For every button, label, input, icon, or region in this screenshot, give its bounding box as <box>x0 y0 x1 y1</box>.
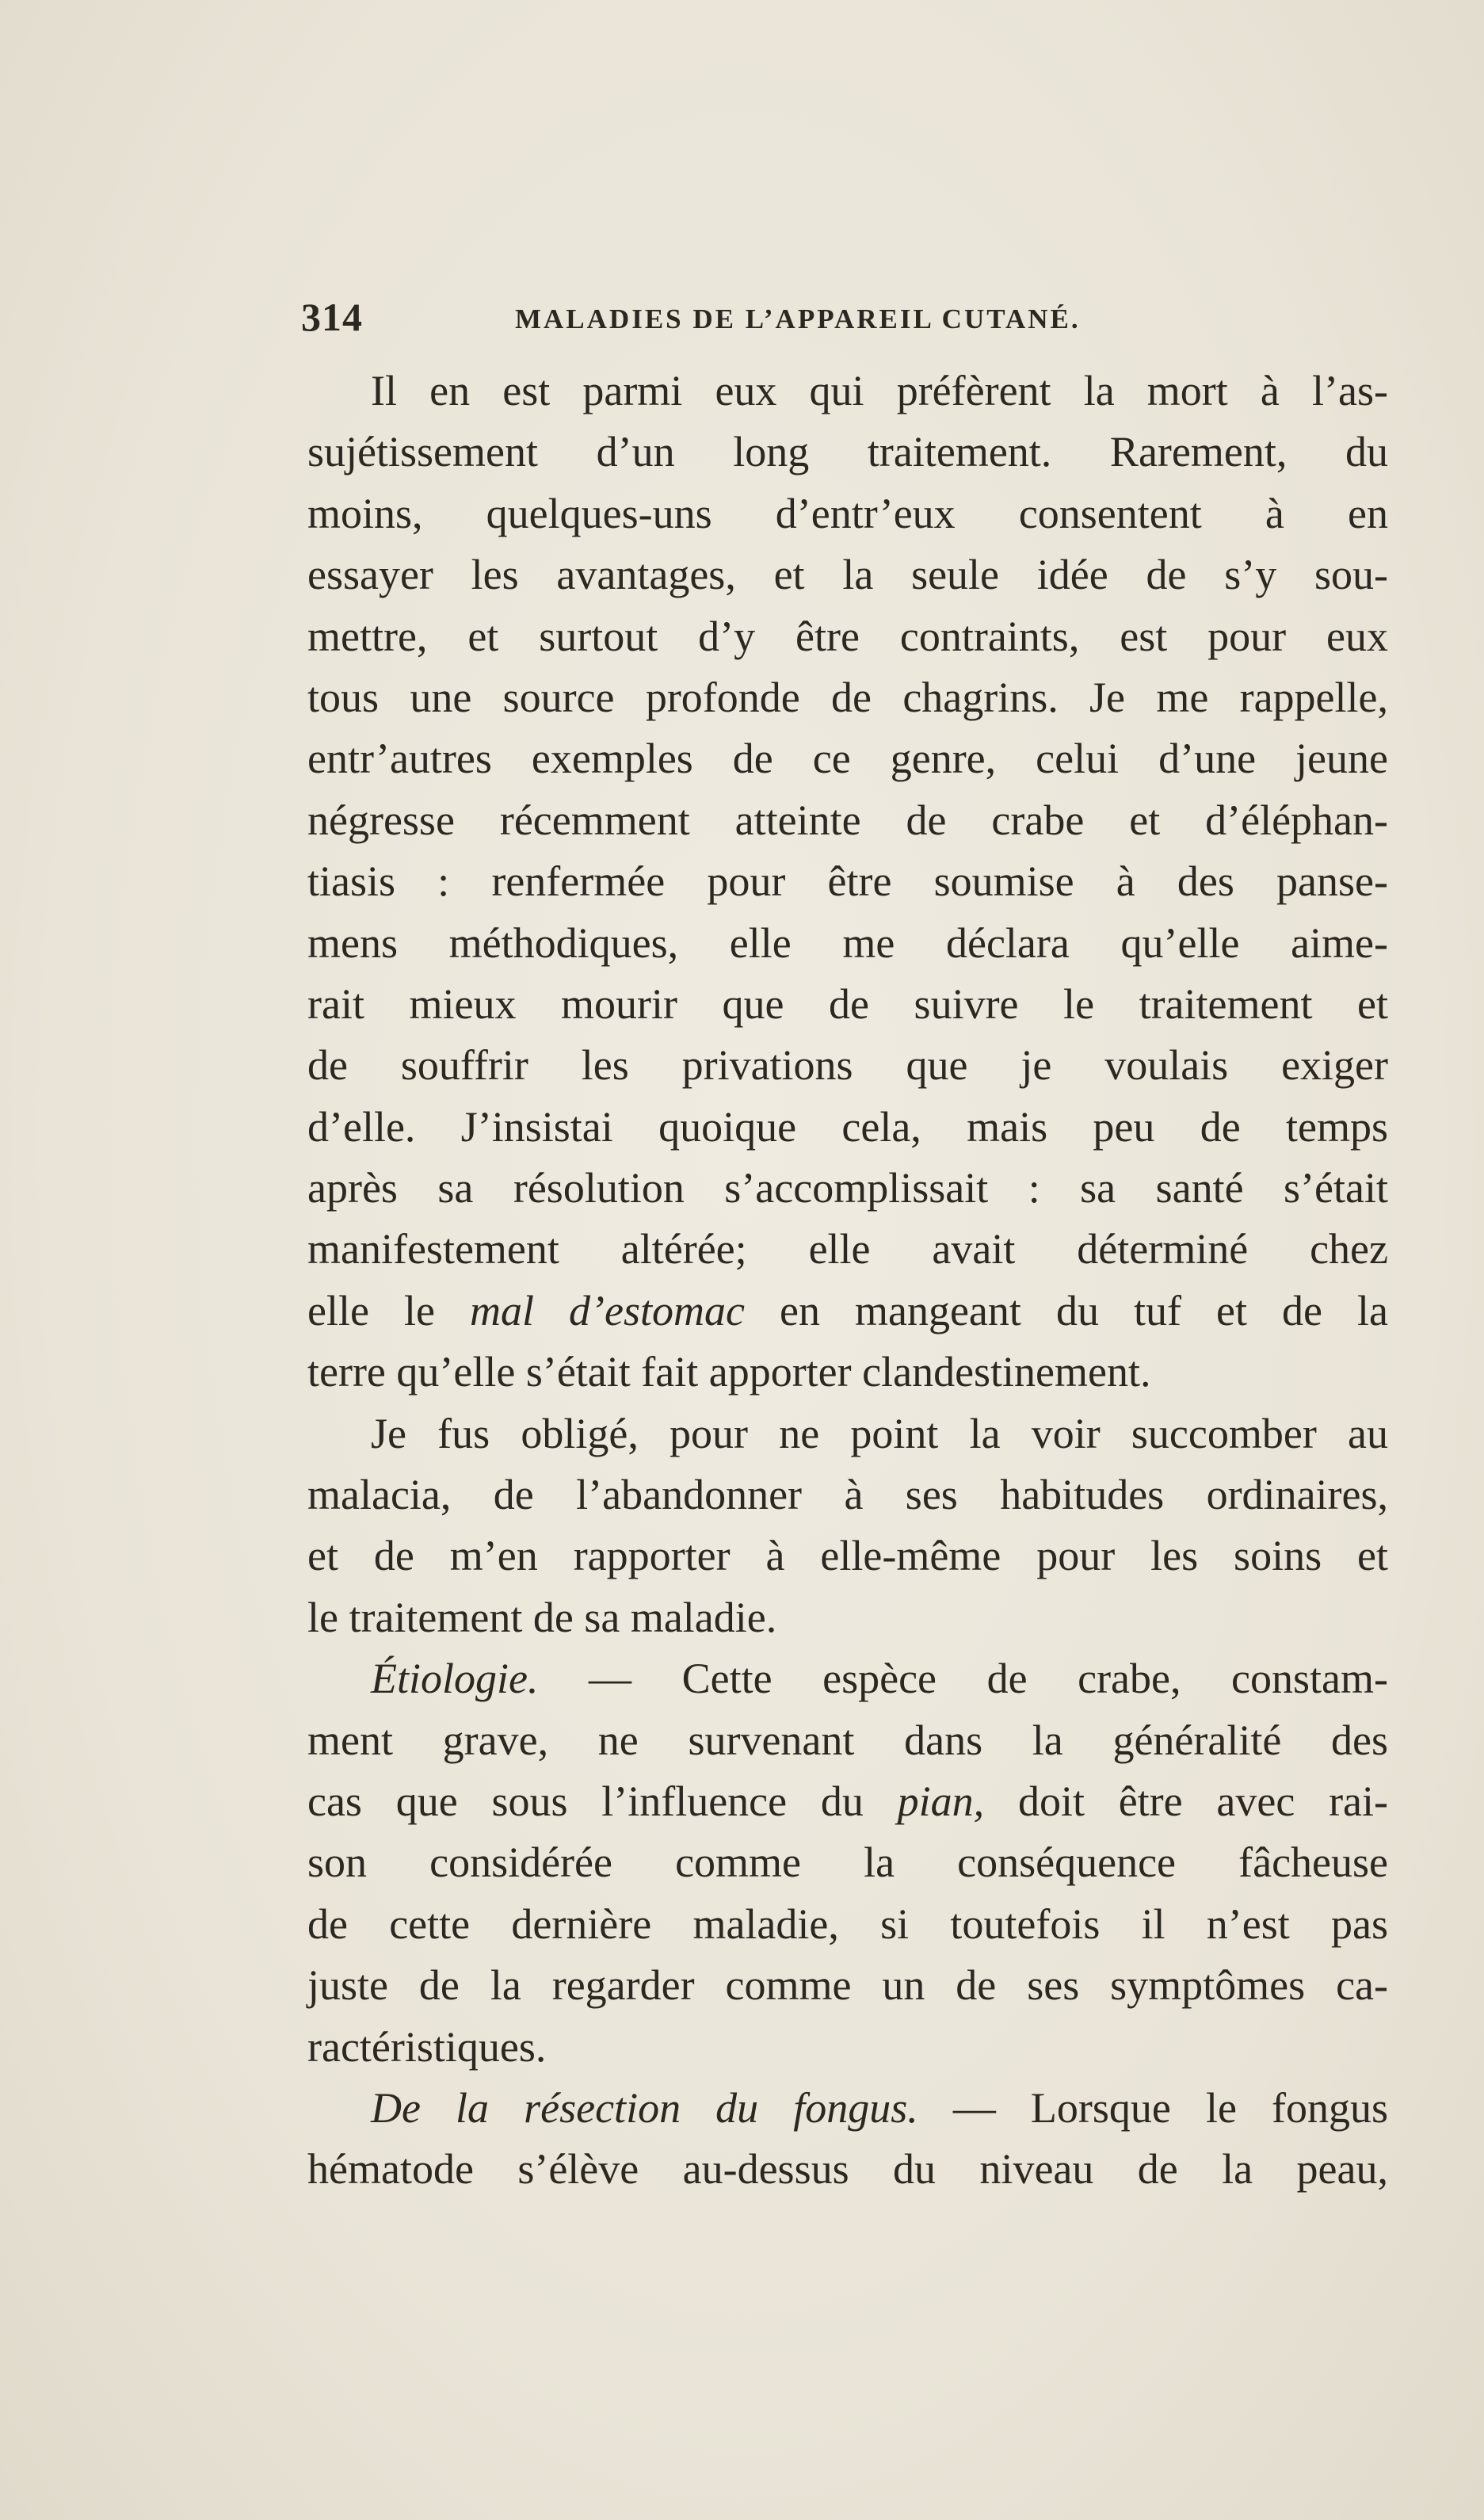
text-line: sujétissement d’un long traitement. Rarement, du <box>307 428 1388 476</box>
text-line: juste de la regarder comme un de ses symptômes ca- <box>307 1961 1388 2010</box>
text-segment: en mangeant du tuf et de la <box>744 1286 1388 1334</box>
text-line: tiasis : renfermée pour être soumise à des panse- <box>307 857 1388 906</box>
text-line: manifestement altérée; elle avait déterminé chez <box>307 1225 1388 1273</box>
text-line: Il en est parmi eux qui préfèrent la mort à l’as- <box>371 367 1388 414</box>
text-segment: — Cette espèce de crabe, constam- <box>538 1655 1388 1703</box>
text-line: après sa résolution s’accomplissait : sa santé s’était <box>307 1164 1388 1212</box>
text-line <box>307 1771 1388 1832</box>
text-line: rait mieux mourir que de suivre le traitement et <box>307 979 1388 1028</box>
text-line: mettre, et surtout d’y être contraints, est pour eux <box>307 612 1388 660</box>
text-line: ment grave, ne survenant dans la généralité des <box>307 1716 1388 1764</box>
text-line: entr’autres exemples de ce genre, celui d’une jeune <box>307 735 1388 783</box>
text-line: essayer les avantages, et la seule idée de s’y sou- <box>307 551 1388 599</box>
text-line: et de m’en rapporter à elle-même pour les soins et <box>307 1532 1388 1580</box>
section-heading: Étiologie. <box>371 1655 539 1703</box>
running-head <box>301 289 1196 345</box>
text-line: hématode s’élève au-dessus du niveau de la peau, <box>307 2145 1388 2194</box>
text-segment: — Lorsque le fongus <box>917 2083 1388 2132</box>
italic-term: pian, <box>897 1777 985 1825</box>
text-line: malacia, de l’abandonner à ses habitudes ordinaires, <box>307 1471 1388 1519</box>
text-line: ractéristiques. <box>307 2022 547 2071</box>
text-line: terre qu’elle s’était fait apporter clandestinement. <box>307 1348 1151 1396</box>
text-line <box>307 2078 1388 2139</box>
running-title: MALADIES DE L’APPAREIL CUTANÉ. <box>515 304 1081 334</box>
text-line <box>307 1648 1388 1709</box>
text-segment: doit être avec rai- <box>984 1777 1388 1825</box>
text-line: mens méthodiques, elle me déclara qu’elle aime- <box>307 918 1388 967</box>
text-segment: elle le <box>307 1286 470 1334</box>
text-line: de souffrir les privations que je voulais exiger <box>307 1041 1388 1090</box>
section-heading: De la résection du fongus. <box>371 2083 918 2132</box>
text-line: tous une source profonde de chagrins. Je me rappelle, <box>307 673 1388 721</box>
text-line: négresse récemment atteinte de crabe et d’éléphan- <box>307 796 1388 844</box>
text-line: d’elle. J’insistai quoique cela, mais peu de temps <box>307 1102 1388 1151</box>
text-line <box>307 1281 1388 1342</box>
text-line: son considérée comme la conséquence fâcheuse <box>307 1838 1388 1887</box>
text-segment: cas que sous l’influence du <box>307 1777 898 1825</box>
text-line: le traitement de sa maladie. <box>307 1593 777 1641</box>
italic-term: mal d’estomac <box>469 1286 745 1334</box>
text-line: de cette dernière maladie, si toutefois il n’est pas <box>307 1900 1388 1948</box>
body-text <box>307 361 1388 2201</box>
text-line: moins, quelques-uns d’entr’eux consentent à en <box>307 489 1388 537</box>
page-number: 314 <box>301 295 363 339</box>
text-line: Je fus obligé, pour ne point la voir succomber au <box>371 1409 1388 1457</box>
